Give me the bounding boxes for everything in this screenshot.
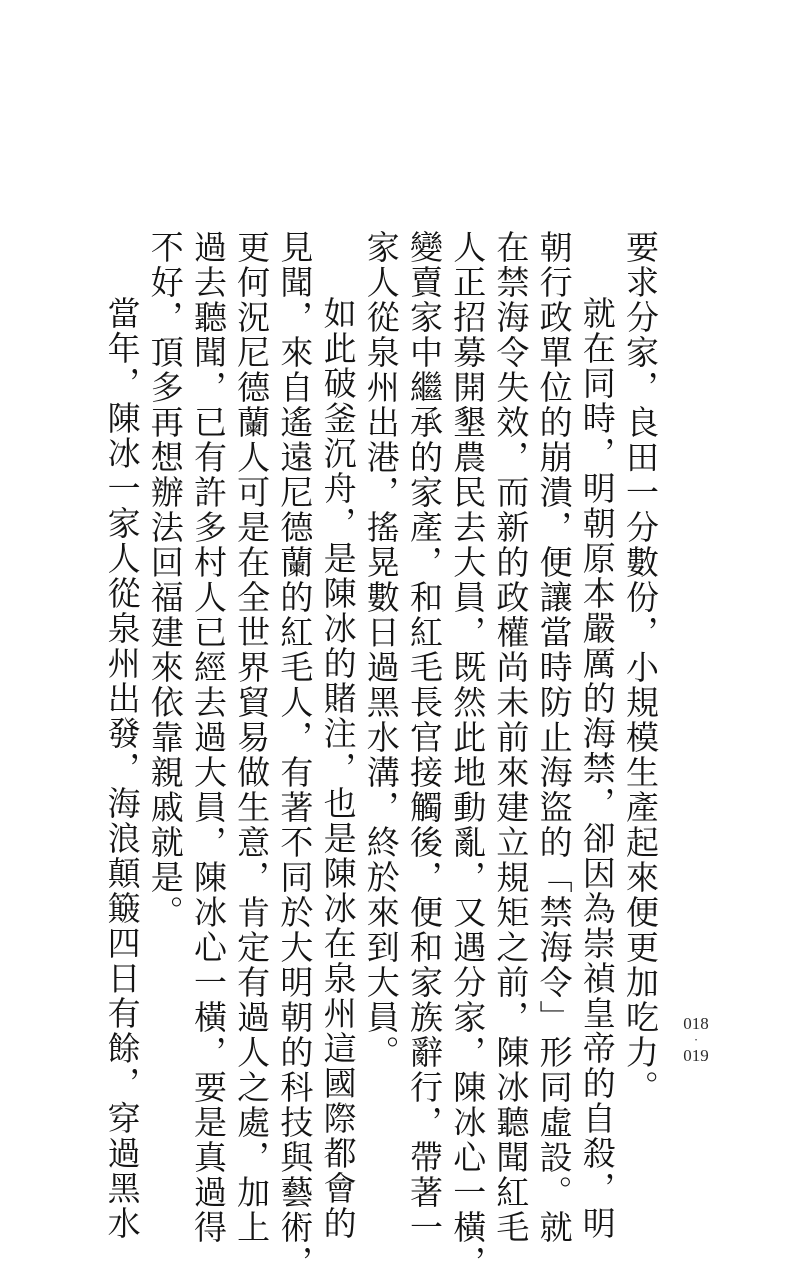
text-line: 如此破釜沉舟，是陳冰的賭注，也是陳冰在泉州這國際都會的 xyxy=(318,296,358,1241)
right-page-number: 019 xyxy=(683,1046,709,1065)
text-line: 在禁海令失效，而新的政權尚未前來建立規矩之前，陳冰聽聞紅毛 xyxy=(491,230,531,1245)
text-line: 不好，頂多再想辦法回福建來依靠親戚就是。 xyxy=(145,230,185,930)
text-line: 朝行政單位的崩潰，便讓當時防止海盜的「禁海令」形同虛設。就 xyxy=(534,230,574,1245)
page-number xyxy=(676,1014,716,1065)
text-line: 家人從泉州出港，搖晃數日過黑水溝，終於來到大員。 xyxy=(361,230,401,1070)
text-line: 變賣家中繼承的家產，和紅毛長官接觸後，便和家族辭行，帶著一 xyxy=(404,230,444,1245)
text-line: 更何況尼德蘭人可是在全世界貿易做生意，肯定有過人之處，加上 xyxy=(232,230,272,1245)
text-line: 人正招募開墾農民去大員，既然此地動亂，又遇分家，陳冰心一橫， xyxy=(448,230,488,1280)
left-page-number: 018 xyxy=(683,1014,709,1033)
text-line: 過去聽聞，已有許多村人已經去過大員，陳冰心一橫，要是真過得 xyxy=(188,230,228,1245)
page-number-separator: · xyxy=(693,1032,699,1047)
text-line: 就在同時，明朝原本嚴厲的海禁，卻因為崇禎皇帝的自殺，明 xyxy=(577,296,617,1241)
text-line: 當年，陳冰一家人從泉州出發，海浪顛簸四日有餘，穿過黑水 xyxy=(102,296,142,1241)
text-line: 要求分家，良田一分數份，小規模生產起來便更加吃力。 xyxy=(621,230,660,1105)
vertical-body-text xyxy=(100,230,662,1280)
text-line: 見聞，來自遙遠尼德蘭的紅毛人，有著不同於大明朝的科技與藝術， xyxy=(275,230,315,1280)
